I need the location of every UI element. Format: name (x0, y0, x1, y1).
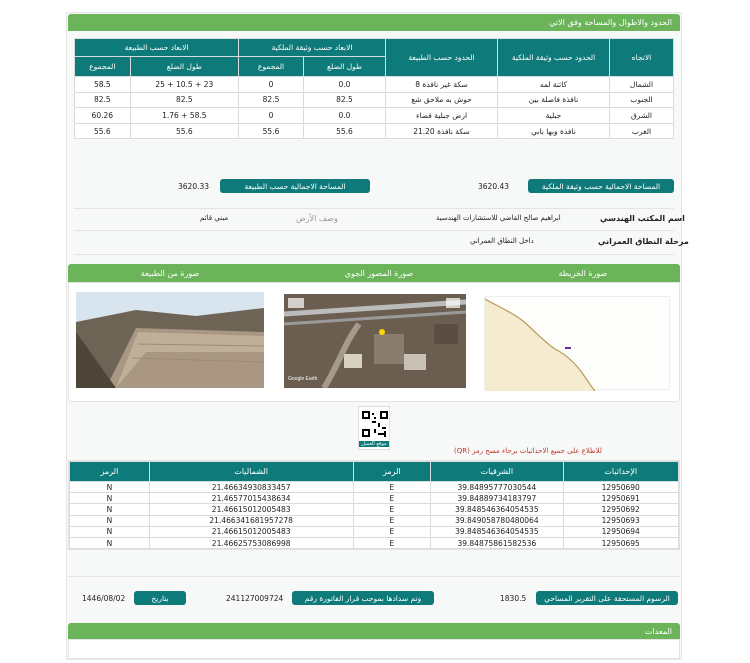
th-sym1: الرمز (353, 462, 431, 482)
th-id: الإحداثيات (563, 462, 679, 482)
cell-north: 21.46615012005483 (149, 526, 353, 537)
total-nature-label: المساحة الاجمالية حسب الطبيعة (220, 179, 370, 193)
cell-north: 21.46615012005483 (149, 504, 353, 515)
cell-nat-total: 60.26 (75, 108, 131, 124)
cell-nat-total: 82.5 (75, 92, 131, 108)
coord-row (70, 515, 679, 526)
cell-east: 39.84889734183797 (431, 493, 563, 504)
cell-sym1: E (353, 515, 431, 526)
cell-sym1: E (353, 493, 431, 504)
coords-table (69, 461, 679, 549)
cell-nat-total: 55.6 (75, 123, 131, 139)
cell-sym1: E (353, 526, 431, 537)
cell-north: 21.46577015438634 (149, 493, 353, 504)
bounds-row (75, 108, 674, 124)
cell-nat-len: 82.5 (130, 92, 238, 108)
date-value: 1446/08/02 (82, 594, 126, 603)
cell-id: 12950693 (563, 515, 679, 526)
th-sym2: الرمز (70, 462, 150, 482)
office-value: ابراهيم صالح القاضي للاستشارات الهندسية (436, 214, 561, 222)
cell-sym1: E (353, 504, 431, 515)
cell-nature: ارض جبلية فضاء (386, 108, 498, 124)
office-label: اسم المكتب الهندسي (600, 214, 685, 223)
invoice-value: 241127009724 (226, 594, 284, 603)
map-coastline-icon (485, 297, 671, 391)
bounds-row (75, 77, 674, 93)
footer-section-bar (68, 623, 680, 639)
coord-row (70, 526, 679, 537)
coord-row (70, 482, 679, 493)
divider (68, 576, 680, 577)
th-deed-len: طول الضلع (303, 57, 385, 77)
bounds-table-wrap (74, 38, 674, 139)
cell-id: 12950690 (563, 482, 679, 493)
fees-label: الرسوم المستحقة على التقرير المساحي (536, 591, 678, 605)
stage-label: مرحلة النطاق العمراني (598, 237, 689, 246)
bounds-table (74, 38, 674, 139)
cell-east: 39.848546364054535 (431, 504, 563, 515)
nature-label: صورة من الطبيعة (140, 268, 200, 278)
th-nat-len: طول الضلع (130, 57, 238, 77)
cell-deed-total: 0 (239, 108, 304, 124)
cell-deed-total: 82.5 (239, 92, 304, 108)
cell-dir: الغرب (610, 123, 674, 139)
divider (74, 230, 674, 231)
aerial-photo-icon (284, 294, 466, 388)
land-desc-value: مبني قائم (200, 214, 229, 222)
aerial-credit: Google Earth (288, 376, 318, 382)
fees-value: 1830.5 (500, 594, 527, 603)
cell-east: 39.84895777030544 (431, 482, 563, 493)
cell-deed: نافذة وبها بابي (498, 123, 610, 139)
cell-id: 12950692 (563, 504, 679, 515)
cell-deed: كائنة لمه (498, 77, 610, 93)
cell-deed-len: 82.5 (303, 92, 385, 108)
qr-code[interactable] (358, 406, 390, 450)
total-deed-value: 3620.43 (478, 182, 510, 191)
aerial-image (284, 294, 466, 388)
cell-nat-len: 55.6 (130, 123, 238, 139)
coord-row (70, 504, 679, 515)
cell-east: 39.848546364054535 (431, 526, 563, 537)
cell-nature: سكة غير نافذة 8 (386, 77, 498, 93)
footer-title: المعدات (644, 626, 672, 636)
cell-id: 12950695 (563, 537, 679, 548)
th-deed-dims: الابعاد حسب وثيقة الملكية (239, 39, 386, 57)
footer-section-body (68, 639, 680, 659)
nature-image (76, 292, 264, 388)
divider (74, 208, 674, 209)
total-nature-value: 3620.33 (178, 182, 210, 191)
invoice-label: وتم سدادها بموجب قرار الفاتورة رقم (292, 591, 434, 605)
aerial-label: صورة المصور الجوي (344, 268, 414, 278)
section-title (68, 14, 680, 31)
cell-dir: الشرق (610, 108, 674, 124)
cell-nat-len: 23 + 10.5 + 25 (130, 77, 238, 93)
cell-sym2: N (70, 493, 150, 504)
th-nature-bounds: الحدود حسب الطبيعة (386, 39, 498, 77)
cell-sym1: E (353, 537, 431, 548)
qr-icon (360, 409, 390, 439)
cell-nature: سكة نافذة 21.20 (386, 123, 498, 139)
th-east: الشرقيات (431, 462, 563, 482)
coord-row (70, 537, 679, 548)
th-direction: الاتجاه (610, 39, 674, 77)
cell-id: 12950694 (563, 526, 679, 537)
cell-sym2: N (70, 515, 150, 526)
cell-deed-total: 55.6 (239, 123, 304, 139)
qr-note: للاطلاع على جميع الاحداثيات برجاء مسح رمز (QR) (454, 447, 602, 455)
nature-photo-icon (76, 292, 264, 388)
cell-deed-total: 0 (239, 77, 304, 93)
cell-sym2: N (70, 526, 150, 537)
cell-dir: الشمال (610, 77, 674, 93)
cell-north: 21.466341681957278 (149, 515, 353, 526)
th-deed-total: المجموع (239, 57, 304, 77)
cell-id: 12950691 (563, 493, 679, 504)
coords-table-wrap (68, 460, 680, 550)
cell-north: 21.46625753086998 (149, 537, 353, 548)
cell-sym2: N (70, 504, 150, 515)
th-nat-total: المجموع (75, 57, 131, 77)
cell-nat-total: 58.5 (75, 77, 131, 93)
cell-sym2: N (70, 482, 150, 493)
th-nature-dims: الابعاد حسب الطبيعة (75, 39, 239, 57)
cell-east: 39.849058780480064 (431, 515, 563, 526)
cell-sym1: E (353, 482, 431, 493)
cell-deed-len: 0.0 (303, 108, 385, 124)
map-label: صورة الخريطة (558, 268, 608, 278)
total-deed-label: المساحة الاجمالية حسب وثيقة الملكية (528, 179, 674, 193)
qr-caption: موقع العميل (359, 441, 389, 447)
stage-value: داخل النطاق العمراني (470, 237, 534, 245)
cell-deed-len: 55.6 (303, 123, 385, 139)
cell-east: 39.84875861582536 (431, 537, 563, 548)
th-north: الشماليات (149, 462, 353, 482)
date-label: بتاريخ (134, 591, 186, 605)
map-image (484, 296, 670, 390)
divider (74, 254, 674, 255)
cell-deed: جبلية (498, 108, 610, 124)
bounds-row (75, 123, 674, 139)
cell-nat-len: 58.5 + 1.76 (130, 108, 238, 124)
bounds-row (75, 92, 674, 108)
cell-deed-len: 0.0 (303, 77, 385, 93)
coord-row (70, 493, 679, 504)
images-header (68, 264, 680, 282)
cell-dir: الجنوب (610, 92, 674, 108)
section-title-text: الحدود والاطوال والمساحة وفق الاتي (549, 18, 672, 27)
cell-sym2: N (70, 537, 150, 548)
land-desc-label: وصف الأرض (296, 214, 338, 223)
cell-deed: نافذة فاصلة بين (498, 92, 610, 108)
cell-nature: حوش به ملاحق شع (386, 92, 498, 108)
cell-north: 21.46634930833457 (149, 482, 353, 493)
th-deed-bounds: الحدود حسب وثيقة الملكية (498, 39, 610, 77)
